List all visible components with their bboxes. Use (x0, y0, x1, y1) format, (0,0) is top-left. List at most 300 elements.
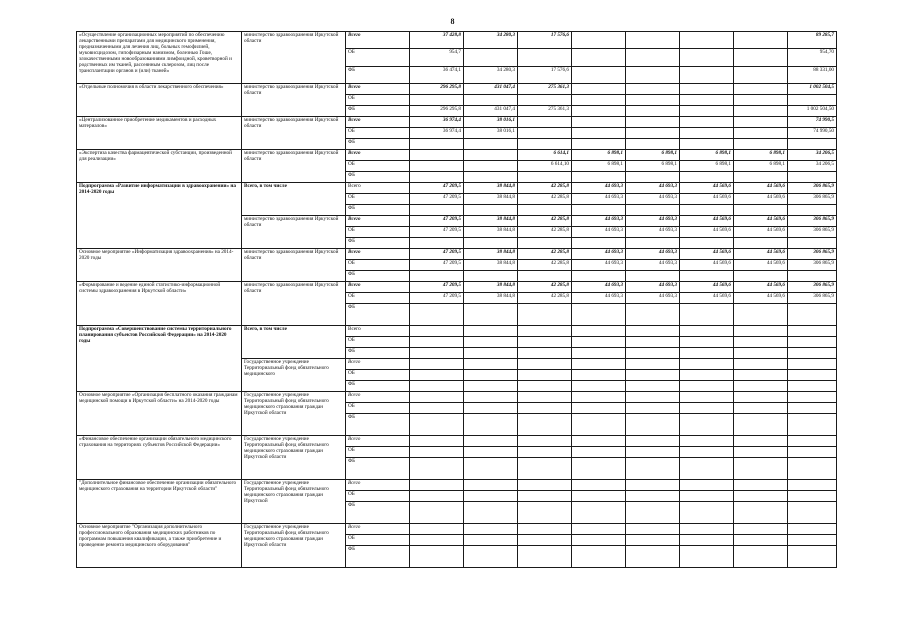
value-cell (572, 139, 626, 150)
value-cell: 44 693,3 (572, 260, 626, 271)
value-cell: 306 865,9 (788, 293, 837, 304)
value-cell: 306 865,9 (788, 194, 837, 205)
value-cell (734, 501, 788, 523)
value-cell: 88 331,00 (788, 66, 837, 84)
value-cell: 6 898,1 (626, 161, 680, 172)
value-cell (410, 95, 464, 106)
value-cell (626, 381, 680, 392)
value-cell (680, 359, 734, 370)
value-cell (626, 32, 680, 49)
table-row (77, 479, 837, 490)
executor: Государственное учреждение Территориальный фонд обязательного медицинского страхования граждан Иркутской (242, 479, 346, 523)
value-cell (626, 359, 680, 370)
value-cell (788, 337, 837, 348)
value-cell (788, 490, 837, 501)
value-cell (734, 139, 788, 150)
value-cell (626, 392, 680, 403)
value-cell: 44 569,6 (680, 282, 734, 293)
value-cell (680, 414, 734, 436)
value-cell (626, 479, 680, 490)
value-cell: 38 844,8 (464, 260, 518, 271)
value-cell (464, 139, 518, 150)
value-cell (680, 84, 734, 95)
funding-source: ОБ (346, 534, 410, 545)
value-cell: 306 865,9 (788, 260, 837, 271)
value-cell (680, 435, 734, 446)
value-cell (410, 326, 464, 337)
value-cell (410, 501, 464, 523)
value-cell: 44 693,3 (626, 227, 680, 238)
page-number: 8 (450, 17, 455, 26)
value-cell: 44 693,3 (626, 194, 680, 205)
value-cell (734, 534, 788, 545)
value-cell: 38 016,1 (464, 128, 518, 139)
funding-source: Всего (346, 249, 410, 260)
value-cell (680, 205, 734, 216)
value-cell (518, 381, 572, 392)
funding-source: ФБ (346, 205, 410, 216)
value-cell (410, 205, 464, 216)
value-cell: 44 569,6 (680, 183, 734, 194)
value-cell: 44 569,6 (734, 260, 788, 271)
table-row (77, 150, 837, 161)
value-cell: 44 693,3 (626, 183, 680, 194)
value-cell (626, 545, 680, 567)
value-cell (788, 446, 837, 457)
value-cell (680, 403, 734, 414)
measure-name: Подпрограмма «Развитие информатизации в здравоохранении» на 2014-2020 годы (77, 183, 242, 249)
value-cell (680, 326, 734, 337)
value-cell (464, 49, 518, 66)
value-cell: 74 990,5 (788, 117, 837, 128)
executor: министерство здравоохранения Иркутской области (242, 32, 346, 84)
value-cell: 47 209,5 (410, 293, 464, 304)
value-cell: 44 569,6 (734, 249, 788, 260)
value-cell: 47 209,5 (410, 216, 464, 227)
funding-source: Всего (346, 479, 410, 490)
value-cell (572, 381, 626, 392)
value-cell (734, 457, 788, 479)
value-cell: 44 693,3 (626, 249, 680, 260)
value-cell (626, 403, 680, 414)
value-cell (572, 435, 626, 446)
value-cell: 6 898,1 (572, 150, 626, 161)
value-cell (572, 95, 626, 106)
value-cell: 42 285,8 (518, 249, 572, 260)
value-cell (410, 238, 464, 249)
value-cell (518, 117, 572, 128)
measure-name: Основное мероприятие «Организация бесплатного оказания гражданам медицинской помощи в Иркутской области» на 2014-2020 годы (77, 392, 242, 436)
value-cell (410, 479, 464, 490)
value-cell (464, 337, 518, 348)
value-cell (626, 271, 680, 282)
funding-source: Всего (346, 216, 410, 227)
value-cell (410, 457, 464, 479)
value-cell: 44 693,3 (572, 216, 626, 227)
value-cell (680, 545, 734, 567)
value-cell (734, 490, 788, 501)
funding-source: ОБ (346, 227, 410, 238)
value-cell (410, 545, 464, 567)
funding-source: Всего (346, 282, 410, 293)
value-cell (680, 172, 734, 183)
value-cell (680, 370, 734, 381)
value-cell (518, 392, 572, 403)
value-cell (518, 326, 572, 337)
value-cell (518, 370, 572, 381)
value-cell (788, 435, 837, 446)
value-cell: 42 285,8 (518, 194, 572, 205)
value-cell (464, 490, 518, 501)
value-cell (734, 304, 788, 326)
value-cell (572, 545, 626, 567)
value-cell: 42 285,8 (518, 216, 572, 227)
value-cell (788, 95, 837, 106)
funding-source: ФБ (346, 271, 410, 282)
value-cell (518, 304, 572, 326)
table-row (77, 183, 837, 194)
value-cell: 954,7 (410, 49, 464, 66)
funding-source: ОБ (346, 403, 410, 414)
value-cell (410, 337, 464, 348)
value-cell (626, 238, 680, 249)
value-cell (626, 84, 680, 95)
value-cell (518, 139, 572, 150)
value-cell (518, 359, 572, 370)
value-cell (518, 49, 572, 66)
value-cell (518, 490, 572, 501)
value-cell (572, 128, 626, 139)
value-cell: 44 569,6 (734, 227, 788, 238)
value-cell (788, 326, 837, 337)
value-cell: 36 974,4 (410, 128, 464, 139)
value-cell: 44 569,6 (680, 216, 734, 227)
funding-source: ФБ (346, 414, 410, 436)
value-cell (788, 348, 837, 359)
funding-source: Всего (346, 32, 410, 49)
value-cell (626, 326, 680, 337)
value-cell (464, 271, 518, 282)
value-cell: 1 002 504,50 (788, 106, 837, 117)
value-cell (464, 446, 518, 457)
value-cell (572, 32, 626, 49)
value-cell: 306 865,9 (788, 249, 837, 260)
value-cell (734, 117, 788, 128)
value-cell (626, 435, 680, 446)
value-cell (572, 446, 626, 457)
value-cell (410, 304, 464, 326)
table-row (77, 523, 837, 534)
value-cell: 17 576,6 (518, 32, 572, 49)
value-cell (572, 501, 626, 523)
value-cell (572, 271, 626, 282)
value-cell: 306 865,9 (788, 183, 837, 194)
value-cell (518, 403, 572, 414)
funding-source: ОБ (346, 128, 410, 139)
value-cell (572, 84, 626, 95)
value-cell (788, 479, 837, 490)
value-cell: 42 285,8 (518, 293, 572, 304)
value-cell: 44 569,6 (680, 293, 734, 304)
value-cell: 44 693,3 (572, 194, 626, 205)
value-cell (410, 139, 464, 150)
value-cell (734, 479, 788, 490)
value-cell (518, 95, 572, 106)
value-cell (626, 348, 680, 359)
executor: министерство здравоохранения Иркутской области (242, 84, 346, 117)
value-cell (464, 370, 518, 381)
value-cell (410, 523, 464, 534)
funding-source: ФБ (346, 66, 410, 84)
value-cell: 6 614,1 (518, 150, 572, 161)
value-cell: 44 693,3 (572, 249, 626, 260)
value-cell (572, 490, 626, 501)
value-cell (626, 95, 680, 106)
value-cell (572, 66, 626, 84)
value-cell: 6 898,1 (626, 150, 680, 161)
funding-source: ФБ (346, 501, 410, 523)
value-cell: 44 569,6 (734, 194, 788, 205)
measure-name: «Централизованное приобретение медикаментов и расходных материалов» (77, 117, 242, 150)
value-cell (626, 446, 680, 457)
value-cell: 38 844,8 (464, 249, 518, 260)
executor: Государственное учреждение Территориальный фонд обязательного медицинского страхования граждан Иркутской области (242, 392, 346, 436)
budget-table-body (77, 32, 837, 568)
funding-source: Всего (346, 326, 410, 337)
value-cell (518, 238, 572, 249)
value-cell (680, 534, 734, 545)
value-cell: 44 693,3 (572, 227, 626, 238)
value-cell: 37 428,8 (410, 32, 464, 49)
value-cell: 296 295,8 (410, 84, 464, 95)
value-cell (464, 457, 518, 479)
value-cell (680, 139, 734, 150)
value-cell (788, 139, 837, 150)
value-cell (626, 49, 680, 66)
table-row (77, 32, 837, 49)
executor: министерство здравоохранения Иркутской области (242, 216, 346, 249)
value-cell (626, 337, 680, 348)
value-cell (518, 128, 572, 139)
value-cell: 44 569,6 (680, 260, 734, 271)
value-cell (410, 370, 464, 381)
value-cell (518, 414, 572, 436)
funding-source: ОБ (346, 260, 410, 271)
value-cell (410, 435, 464, 446)
value-cell: 74 990,50 (788, 128, 837, 139)
value-cell (464, 304, 518, 326)
value-cell: 47 209,5 (410, 194, 464, 205)
funding-source: ОБ (346, 370, 410, 381)
value-cell (788, 403, 837, 414)
value-cell (464, 534, 518, 545)
value-cell (788, 238, 837, 249)
value-cell (518, 446, 572, 457)
value-cell (464, 501, 518, 523)
executor: министерство здравоохранения Иркутской области (242, 249, 346, 282)
value-cell: 954,70 (788, 49, 837, 66)
value-cell (680, 106, 734, 117)
value-cell (464, 381, 518, 392)
value-cell (518, 534, 572, 545)
budget-table (76, 31, 837, 568)
value-cell (464, 479, 518, 490)
table-row (77, 392, 837, 403)
value-cell: 275 361,3 (518, 106, 572, 117)
executor: министерство здравоохранения Иркутской области (242, 282, 346, 326)
funding-source: ФБ (346, 304, 410, 326)
funding-source: ОБ (346, 95, 410, 106)
value-cell: 42 285,8 (518, 282, 572, 293)
value-cell (572, 479, 626, 490)
value-cell (572, 326, 626, 337)
value-cell: 42 285,8 (518, 260, 572, 271)
executor: министерство здравоохранения Иркутской области (242, 150, 346, 183)
value-cell (410, 414, 464, 436)
value-cell (680, 348, 734, 359)
funding-source: Всего (346, 117, 410, 128)
value-cell (788, 523, 837, 534)
value-cell (410, 490, 464, 501)
value-cell (788, 534, 837, 545)
value-cell: 34 280,3 (464, 32, 518, 49)
funding-source: Всего (346, 150, 410, 161)
value-cell (788, 381, 837, 392)
value-cell: 47 209,5 (410, 282, 464, 293)
value-cell (626, 117, 680, 128)
value-cell: 6 898,1 (680, 161, 734, 172)
value-cell (572, 348, 626, 359)
value-cell (572, 205, 626, 216)
value-cell (626, 139, 680, 150)
value-cell (572, 49, 626, 66)
value-cell: 44 693,3 (626, 260, 680, 271)
value-cell (464, 238, 518, 249)
value-cell (572, 117, 626, 128)
value-cell: 44 569,6 (734, 293, 788, 304)
value-cell: 38 844,8 (464, 183, 518, 194)
value-cell (626, 205, 680, 216)
value-cell: 34 280,3 (464, 66, 518, 84)
value-cell: 6 898,1 (734, 161, 788, 172)
value-cell (734, 238, 788, 249)
value-cell (572, 392, 626, 403)
table-row (77, 84, 837, 95)
value-cell: 34 206,5 (788, 150, 837, 161)
value-cell: 44 569,6 (680, 227, 734, 238)
value-cell (734, 106, 788, 117)
value-cell: 47 209,5 (410, 183, 464, 194)
value-cell (464, 414, 518, 436)
value-cell (734, 403, 788, 414)
measure-name: "Дополнительное финансовое обеспечение организации обязательного медицинского страхования на территории Иркутской области" (77, 479, 242, 523)
value-cell (464, 392, 518, 403)
value-cell (680, 446, 734, 457)
value-cell (734, 435, 788, 446)
value-cell (734, 370, 788, 381)
funding-source: Всего (346, 359, 410, 370)
value-cell (626, 414, 680, 436)
value-cell: 38 844,8 (464, 216, 518, 227)
value-cell (518, 545, 572, 567)
value-cell (464, 95, 518, 106)
value-cell (572, 359, 626, 370)
value-cell: 38 844,8 (464, 293, 518, 304)
value-cell (680, 523, 734, 534)
value-cell (788, 359, 837, 370)
value-cell (680, 95, 734, 106)
funding-source: ОБ (346, 446, 410, 457)
value-cell: 6 898,1 (734, 150, 788, 161)
value-cell (410, 403, 464, 414)
funding-source: Всего (346, 523, 410, 534)
value-cell (626, 128, 680, 139)
funding-source: Всего (346, 183, 410, 194)
value-cell (734, 381, 788, 392)
funding-source: ОБ (346, 194, 410, 205)
value-cell (572, 370, 626, 381)
funding-source: ФБ (346, 457, 410, 479)
value-cell: 47 209,5 (410, 249, 464, 260)
value-cell (464, 150, 518, 161)
value-cell (680, 66, 734, 84)
value-cell (734, 337, 788, 348)
value-cell: 89 285,7 (788, 32, 837, 49)
value-cell (626, 172, 680, 183)
value-cell (410, 446, 464, 457)
value-cell (626, 523, 680, 534)
value-cell: 44 569,6 (680, 194, 734, 205)
value-cell: 275 361,3 (518, 84, 572, 95)
executor: Всего, в том числе (242, 183, 346, 216)
value-cell (734, 49, 788, 66)
table-row (77, 249, 837, 260)
value-cell (734, 326, 788, 337)
value-cell: 431 047,4 (464, 106, 518, 117)
value-cell: 6 898,1 (572, 161, 626, 172)
value-cell (410, 161, 464, 172)
value-cell (518, 435, 572, 446)
value-cell (788, 392, 837, 403)
value-cell (680, 479, 734, 490)
value-cell: 38 844,8 (464, 194, 518, 205)
value-cell: 296 295,8 (410, 106, 464, 117)
value-cell (734, 271, 788, 282)
value-cell (734, 348, 788, 359)
value-cell (572, 403, 626, 414)
value-cell (788, 457, 837, 479)
value-cell (572, 414, 626, 436)
value-cell (680, 271, 734, 282)
value-cell (680, 128, 734, 139)
value-cell: 38 844,8 (464, 282, 518, 293)
value-cell (410, 359, 464, 370)
value-cell (464, 359, 518, 370)
executor: Государственное учреждение Территориальный фонд обязательного медицинского страхования граждан Иркутской области (242, 435, 346, 479)
value-cell (410, 381, 464, 392)
value-cell: 44 693,3 (626, 282, 680, 293)
value-cell (788, 545, 837, 567)
funding-source: Всего (346, 84, 410, 95)
value-cell: 47 209,5 (410, 227, 464, 238)
funding-source: ФБ (346, 348, 410, 359)
value-cell (626, 534, 680, 545)
value-cell: 34 206,5 (788, 161, 837, 172)
value-cell (680, 337, 734, 348)
executor: Всего, в том числе (242, 326, 346, 359)
value-cell (734, 205, 788, 216)
value-cell: 38 844,8 (464, 227, 518, 238)
